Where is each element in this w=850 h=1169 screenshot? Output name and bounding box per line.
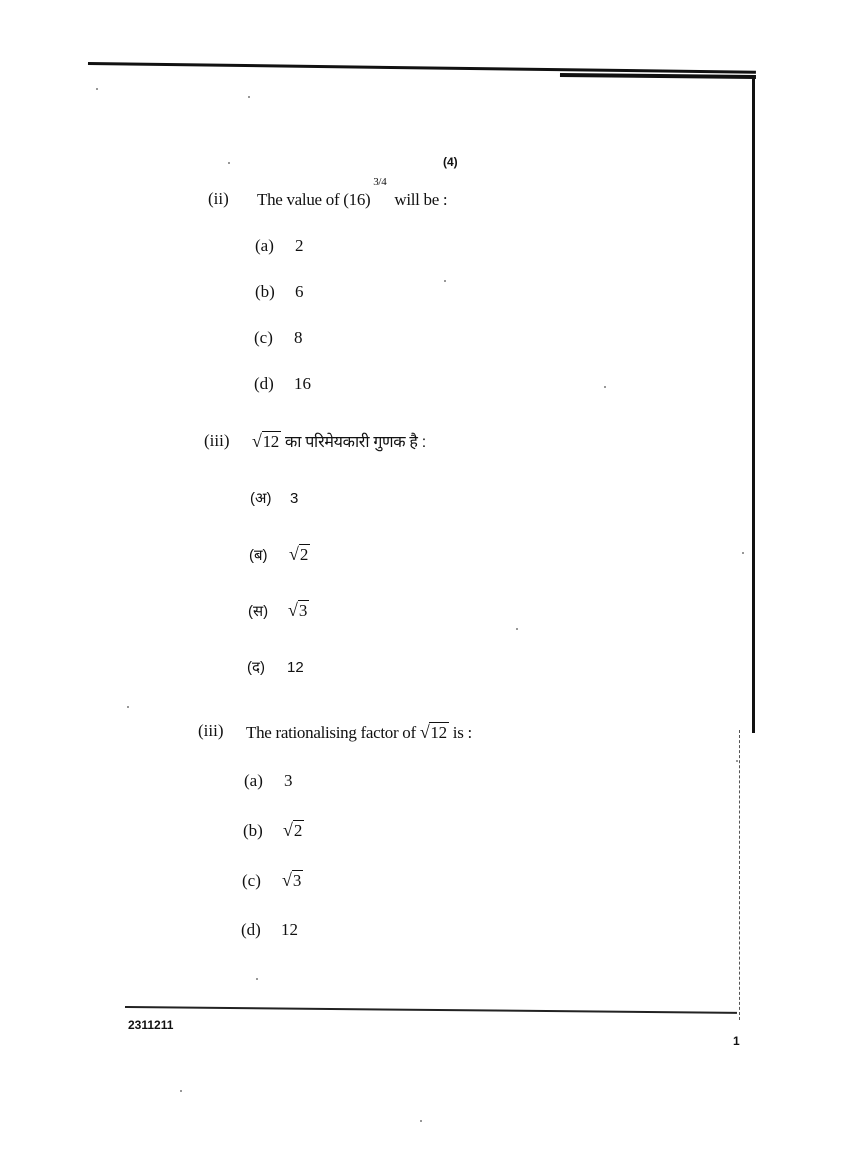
scan-speck xyxy=(742,552,744,554)
scan-speck xyxy=(444,280,446,282)
scan-speck xyxy=(420,1120,422,1122)
page-number: (4) xyxy=(443,155,458,169)
power-expression xyxy=(343,176,387,210)
option-label: (ब) xyxy=(249,547,268,564)
option-value: 3 xyxy=(284,771,293,790)
footer-code: 2311211 xyxy=(128,1018,174,1032)
option xyxy=(248,600,309,621)
question-number: (iii) xyxy=(204,431,230,450)
option xyxy=(244,771,293,791)
option-label: (c) xyxy=(242,871,261,890)
option-label: (a) xyxy=(255,236,274,255)
scan-speck xyxy=(516,628,518,630)
power-base: (16) xyxy=(343,190,371,209)
sqrt-icon: √ xyxy=(283,820,293,840)
sqrt-icon: √ xyxy=(419,722,430,742)
option-label: (अ) xyxy=(250,490,272,507)
bottom-border-line xyxy=(125,1006,737,1014)
option-label: (c) xyxy=(254,328,273,347)
radicand: 2 xyxy=(299,545,309,564)
scan-speck xyxy=(256,978,258,980)
question-text-after: is : xyxy=(452,723,472,742)
option-label: (स) xyxy=(248,603,269,620)
option-value: 2 xyxy=(295,236,304,255)
scan-speck xyxy=(180,1090,182,1092)
option-value: 8 xyxy=(294,328,303,347)
radicand: 12 xyxy=(430,723,447,742)
scan-speck xyxy=(248,96,250,98)
option xyxy=(250,488,298,508)
radicand: 2 xyxy=(293,821,303,840)
sqrt-expression xyxy=(289,544,310,565)
option-value: 12 xyxy=(287,659,304,676)
option xyxy=(243,820,304,841)
option-label: (b) xyxy=(255,282,275,301)
scan-speck xyxy=(96,88,98,90)
radicand: 12 xyxy=(262,432,279,451)
question-number: (iii) xyxy=(198,721,224,740)
scan-speck xyxy=(604,386,606,388)
scan-speck xyxy=(228,162,230,164)
sqrt-icon: √ xyxy=(252,431,262,451)
option-label: (b) xyxy=(243,821,263,840)
option-label: (द) xyxy=(247,659,265,676)
option-value: 3 xyxy=(290,490,299,507)
option xyxy=(241,920,298,940)
question-text-after: का परिमेयकारी गुणक है : xyxy=(284,434,426,451)
radicand: 3 xyxy=(298,601,308,620)
question-text xyxy=(252,430,426,452)
radicand: 3 xyxy=(292,871,302,890)
sqrt-icon: √ xyxy=(289,544,299,564)
right-border-line xyxy=(752,78,755,733)
option xyxy=(249,544,310,565)
option-label: (d) xyxy=(241,920,261,939)
scan-speck xyxy=(736,760,738,762)
sqrt-expression xyxy=(282,870,303,891)
top-border-line-thick xyxy=(560,73,756,79)
scan-speck xyxy=(127,706,129,708)
question-text xyxy=(246,722,472,743)
option-label: (a) xyxy=(244,771,263,790)
option-value: 6 xyxy=(295,282,304,301)
option-label: (d) xyxy=(254,374,274,393)
sqrt-icon: √ xyxy=(282,870,292,890)
question-number: (ii) xyxy=(208,189,229,208)
right-border-dashed-line xyxy=(739,730,741,1020)
option xyxy=(255,282,304,302)
question-text-after: will be : xyxy=(394,190,448,209)
question-text-before: The rationalising factor of xyxy=(246,723,416,742)
option xyxy=(254,328,303,348)
question-text xyxy=(257,176,448,210)
sqrt-expression xyxy=(288,600,309,621)
question-text-before: The value of xyxy=(257,190,340,209)
sqrt-icon: √ xyxy=(288,600,298,620)
option-value: 16 xyxy=(294,374,311,393)
option xyxy=(255,236,304,256)
option xyxy=(247,657,304,677)
option xyxy=(254,374,311,394)
sqrt-expression xyxy=(252,431,281,452)
sqrt-expression xyxy=(283,820,304,841)
top-border-line xyxy=(88,62,756,74)
option-value: 12 xyxy=(281,920,298,939)
footer-sheet-number: 1 xyxy=(733,1034,740,1048)
power-exponent: 3/4 xyxy=(373,176,387,188)
option xyxy=(242,870,303,891)
sqrt-expression xyxy=(420,722,449,743)
